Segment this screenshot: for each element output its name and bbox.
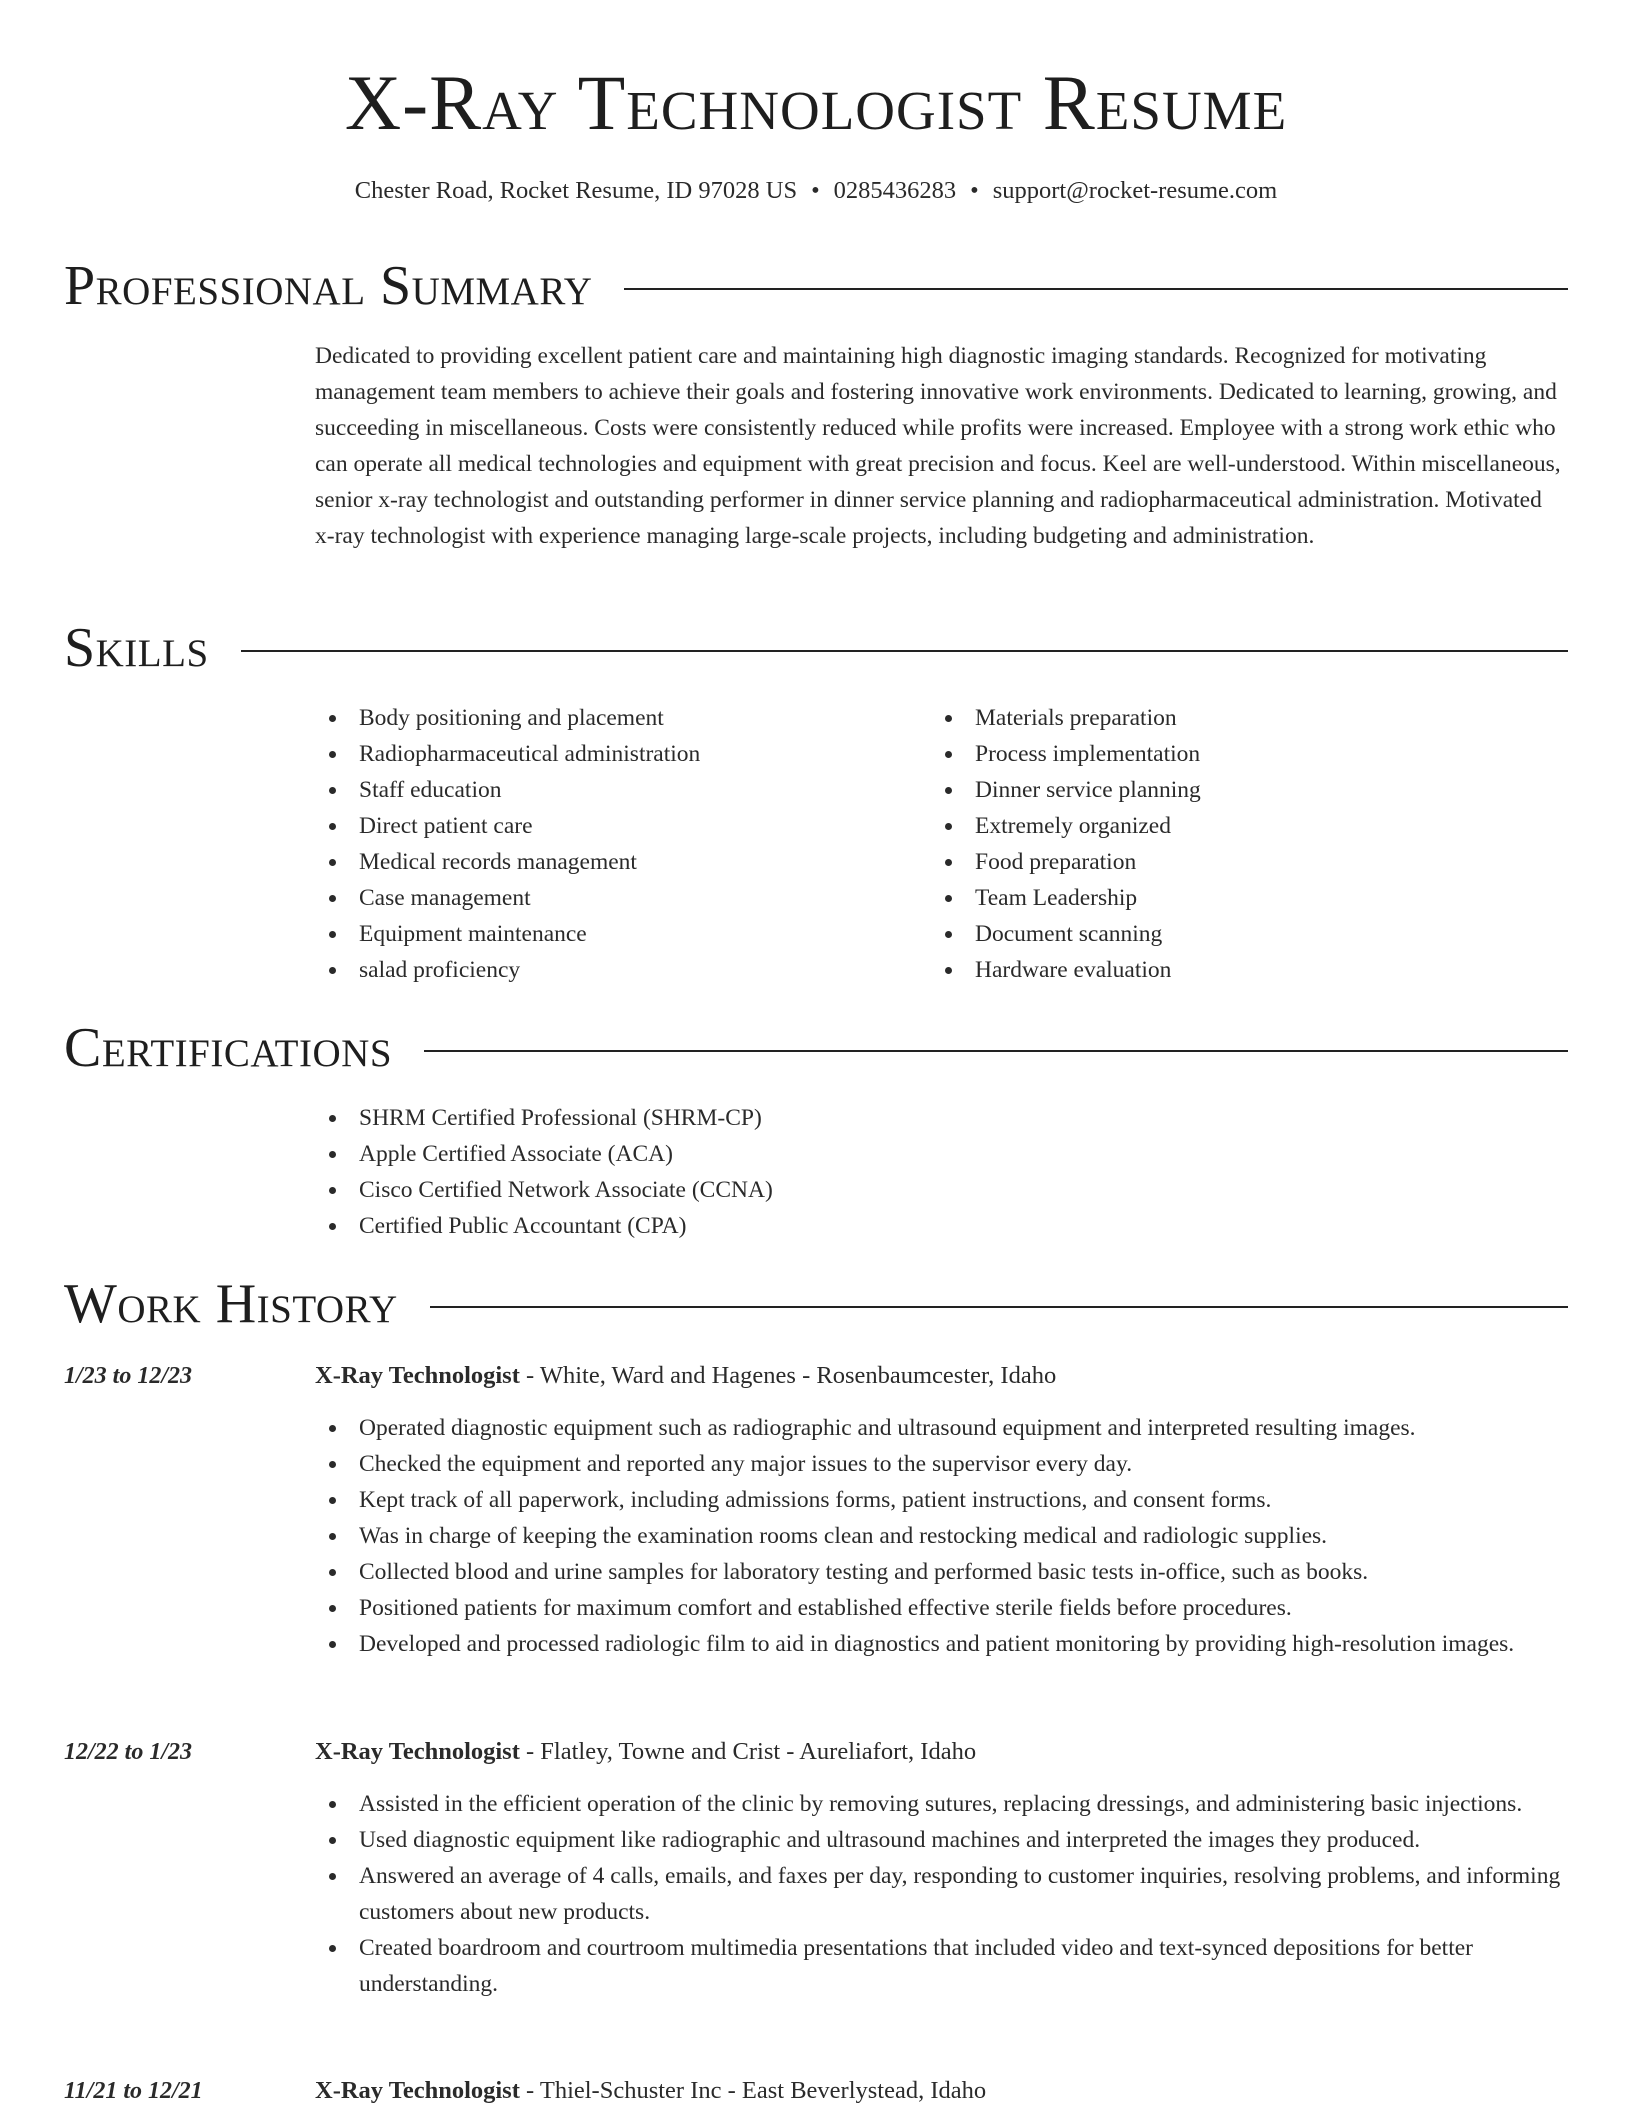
job-heading	[315, 1734, 976, 1770]
certifications-list	[315, 1100, 773, 1244]
contact-email[interactable]: support@rocket-resume.com	[992, 177, 1278, 204]
job-bullet-item: Positioned patients for maximum comfort and established effective sterile fields before procedures.	[315, 1590, 1568, 1626]
job-bullets	[315, 1786, 1568, 2002]
section-title-skills: Skills	[64, 617, 209, 679]
certification-item: Apple Certified Associate (ACA)	[315, 1136, 773, 1172]
job-bullet-item: Collected blood and urine samples for laboratory testing and performed basic tests in-office, such as books.	[315, 1554, 1568, 1590]
job-dates: 1/23 to 12/23	[64, 1363, 193, 1389]
job-employer-location: - Thiel-Schuster Inc - East Beverlystead, Idaho	[519, 2077, 987, 2104]
job-bullet-item: Kept track of all paperwork, including admissions forms, patient instructions, and consent forms.	[315, 1482, 1568, 1518]
section-divider	[424, 1050, 1568, 1052]
skill-item: Case management	[315, 880, 915, 916]
resume-title: X-Ray Technologist Resume	[344, 59, 1288, 146]
summary-text: Dedicated to providing excellent patient care and maintaining high diagnostic imaging standards. Recognized for motivating management team members to achieve their goals and fostering innovative work environments. Dedicated to learning, growing, and succeeding in miscellaneous. Costs were consistently reduced while profits were increased. Employee with a strong work ethic who can operate all medical technologies and equipment with great precision and focus. Keel are well-understood. Within miscellaneous, senior x-ray technologist and outstanding performer in dinner service planning and radiopharmaceutical administration. Motivated x-ray technologist with experience managing large-scale projects, including budgeting and administration.	[315, 343, 1561, 549]
skill-item: Extremely organized	[931, 808, 1551, 844]
contact-address: Chester Road, Rocket Resume, ID 97028 US	[354, 177, 798, 204]
job-bullet-item: Was in charge of keeping the examination rooms clean and restocking medical and radiologic supplies.	[315, 1518, 1568, 1554]
skill-item: Food preparation	[931, 844, 1551, 880]
job-dates: 11/21 to 12/21	[64, 2078, 203, 2104]
skill-item: Medical records management	[315, 844, 915, 880]
job-heading	[315, 2073, 986, 2109]
job-dates: 12/22 to 1/23	[64, 1739, 193, 1765]
job-bullet-item: Assisted in the efficient operation of the clinic by removing sutures, replacing dressings, and administering basic injections.	[315, 1786, 1568, 1822]
contact-phone: 0285436283	[833, 177, 957, 204]
skill-item: salad proficiency	[315, 952, 915, 988]
section-title-certifications: Certifications	[64, 1017, 393, 1079]
contact-line	[0, 174, 1632, 208]
contact-separator: •	[970, 177, 979, 204]
section-divider	[430, 1306, 1568, 1308]
skill-item: Hardware evaluation	[931, 952, 1551, 988]
job-employer-location: - Flatley, Towne and Crist - Aureliafort, Idaho	[519, 1738, 977, 1765]
job-bullets	[315, 1410, 1568, 1662]
certifications-block	[315, 1100, 773, 1244]
skill-item: Direct patient care	[315, 808, 915, 844]
certification-item: Cisco Certified Network Associate (CCNA)	[315, 1172, 773, 1208]
skills-list-right	[931, 700, 1551, 988]
skills-list-left	[315, 700, 915, 988]
skills-column-right	[931, 700, 1551, 988]
skill-item: Document scanning	[931, 916, 1551, 952]
job-bullet-item: Created boardroom and courtroom multimedia presentations that included video and text-synced depositions for better understanding.	[315, 1930, 1568, 2002]
job-role: X-Ray Technologist	[315, 2077, 520, 2104]
certification-item: SHRM Certified Professional (SHRM-CP)	[315, 1100, 773, 1136]
skill-item: Dinner service planning	[931, 772, 1551, 808]
job-role: X-Ray Technologist	[315, 1738, 520, 1765]
job-bullet-item: Checked the equipment and reported any major issues to the supervisor every day.	[315, 1446, 1568, 1482]
job-heading	[315, 1358, 1056, 1394]
section-header-certifications	[64, 1016, 1568, 1080]
contact-separator: •	[811, 177, 820, 204]
section-header-skills	[64, 616, 1568, 680]
skill-item: Radiopharmaceutical administration	[315, 736, 915, 772]
job-bullet-item: Used diagnostic equipment like radiographic and ultrasound machines and interpreted the images they produced.	[315, 1822, 1568, 1858]
job-employer-location: - White, Ward and Hagenes - Rosenbaumcester, Idaho	[519, 1362, 1057, 1389]
skill-item: Process implementation	[931, 736, 1551, 772]
skill-item: Team Leadership	[931, 880, 1551, 916]
skill-item: Materials preparation	[931, 700, 1551, 736]
skills-column-left	[315, 700, 915, 988]
job-bullet-item: Answered an average of 4 calls, emails, and faxes per day, responding to customer inquiries, resolving problems, and informing customers about new products.	[315, 1858, 1568, 1930]
section-header-summary	[64, 254, 1568, 318]
job-bullet-item: Operated diagnostic equipment such as radiographic and ultrasound equipment and interpreted resulting images.	[315, 1410, 1568, 1446]
certification-item: Certified Public Accountant (CPA)	[315, 1208, 773, 1244]
skill-item: Staff education	[315, 772, 915, 808]
section-divider	[624, 288, 1568, 290]
job-role: X-Ray Technologist	[315, 1362, 520, 1389]
section-header-work-history	[64, 1272, 1568, 1336]
section-title-work-history: Work History	[64, 1273, 398, 1335]
skill-item: Body positioning and placement	[315, 700, 915, 736]
section-divider	[241, 650, 1568, 652]
skill-item: Equipment maintenance	[315, 916, 915, 952]
section-title-summary: Professional Summary	[64, 255, 593, 317]
job-bullet-item: Developed and processed radiologic film to aid in diagnostics and patient monitoring by providing high-resolution images.	[315, 1626, 1568, 1662]
